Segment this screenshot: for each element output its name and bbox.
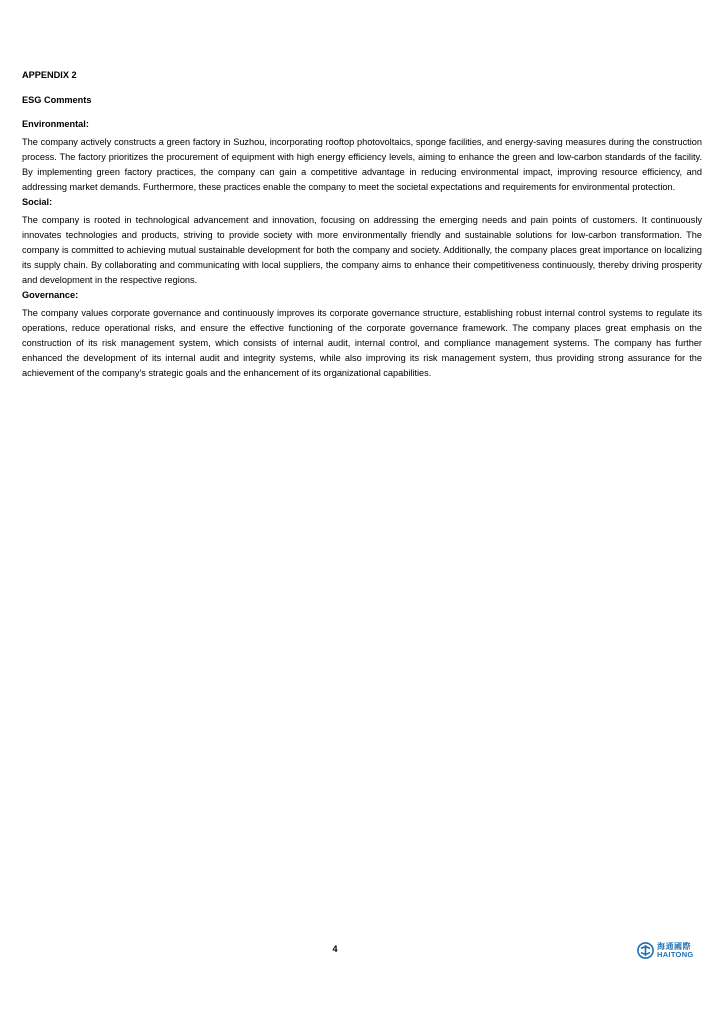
- social-text: The company is rooted in technological advancement and innovation, focusing on addressing the emerging needs and pain points of customers. It continuously innovates technologies and products, striving to provide society with more environmentally friendly and sustainable solutions for low-carbon transformation. The company is committed to achieving mutual sustainable development for both the company and society. Additionally, the company places great importance on localizing its supply chain. By collaborating and communicating with local suppliers, the company aims to enhance their competitiveness continuously, thereby driving prosperity and development in the respective regions.: [22, 215, 702, 285]
- haitong-logo-icon: [637, 942, 654, 959]
- governance-section: [22, 288, 702, 381]
- document-body: [22, 68, 702, 381]
- appendix-title: APPENDIX 2: [22, 70, 77, 80]
- environmental-text: The company actively constructs a green factory in Suzhou, incorporating rooftop photovoltaics, sponge facilities, and energy-saving measures during the construction process. The factory prioritizes the procurement of equipment with high energy efficiency levels, aiming to enhance the green and low-carbon standards of the facility. By implementing green factory practices, the company can gain a competitive advantage in reducing environmental impact, improving resource efficiency, and addressing market demands. Furthermore, these practices enable the company to meet the societal expectations and requirements for environmental protection.: [22, 137, 702, 192]
- environmental-section: [22, 117, 702, 195]
- environmental-heading: Environmental:: [22, 119, 89, 129]
- governance-text: The company values corporate governance and continuously improves its corporate governance structure, establishing robust internal control systems to regulate its operations, reduce operational risks, and ensure the effective functioning of the corporate governance framework. The company places great emphasis on the construction of its risk management system, which consists of internal audit, internal control, and compliance management systems. The company has further enhanced the development of its internal audit and integrity systems, while also improving its risk management system, thus providing strong assurance for the achievement of the company's strategic goals and the enhancement of its organizational capabilities.: [22, 308, 702, 378]
- logo-text: [657, 943, 694, 959]
- governance-heading: Governance:: [22, 290, 79, 300]
- logo-en-text: HAITONG: [657, 949, 694, 959]
- social-section: [22, 195, 702, 288]
- haitong-logo: [637, 942, 694, 959]
- logo-cn-text: 海通國際: [657, 941, 691, 951]
- social-heading: Social:: [22, 197, 53, 207]
- page-number: 4: [332, 944, 338, 954]
- section-title: ESG Comments: [22, 95, 92, 105]
